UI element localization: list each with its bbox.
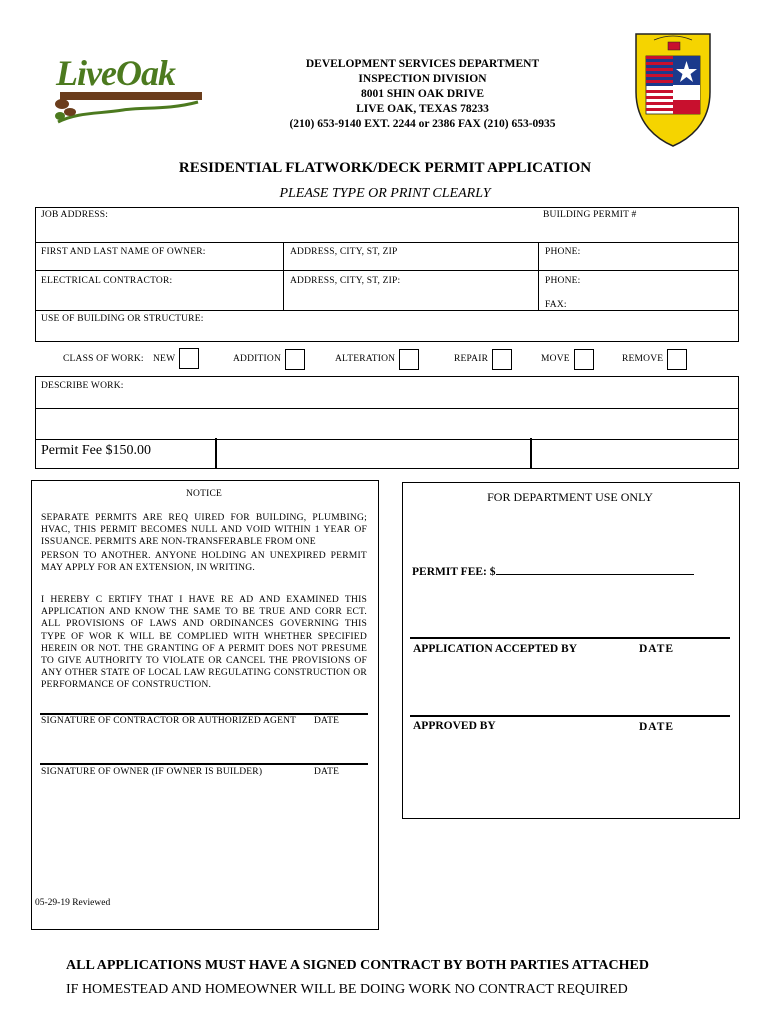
class-repair-checkbox[interactable]	[492, 349, 512, 370]
logo-wordmark: LiveOak	[56, 53, 175, 93]
permit-fee-label: Permit Fee $150.00	[41, 443, 152, 458]
electrical-phone-field[interactable]: PHONE:	[545, 276, 581, 286]
use-of-building-field[interactable]: USE OF BUILDING OR STRUCTURE:	[41, 314, 204, 324]
class-new-checkbox[interactable]	[179, 348, 199, 369]
header-department: DEVELOPMENT SERVICES DEPARTMENT	[305, 58, 540, 70]
approved-by-date[interactable]: DATE	[639, 721, 675, 733]
job-address-field[interactable]: JOB ADDRESS:	[41, 210, 109, 220]
notice-paragraph-2a: PERSON TO ANOTHER	[41, 550, 149, 561]
electrical-fax-field[interactable]: FAX:	[545, 300, 567, 310]
owner-name-field[interactable]: FIRST AND LAST NAME OF OWNER:	[41, 247, 206, 257]
contractor-signature-label[interactable]: SIGNATURE OF CONTRACTOR OR AUTHORIZED AGENT	[41, 716, 297, 726]
class-remove-checkbox[interactable]	[667, 349, 687, 370]
owner-signature-date[interactable]: DATE	[314, 767, 340, 777]
header-street: 8001 SHIN OAK DRIVE	[360, 88, 484, 100]
page-title: RESIDENTIAL FLATWORK/DECK PERMIT APPLICATION	[178, 160, 592, 176]
city-seal	[632, 30, 714, 148]
notice-paragraph-1: SEPARATE PERMITS ARE REQ UIRED FOR BUILDING, PLUMBING; HVAC, THIS PERMIT BECOMES NULL AND VOID WITHIN 1 YEAR OF ISSUANCE. PERMITS ARE NON-TRANSFERABLE FROM ONE	[41, 512, 367, 548]
owner-signature-label[interactable]: SIGNATURE OF OWNER (IF OWNER IS BUILDER)	[41, 767, 263, 777]
class-of-work-label: CLASS OF WORK:	[63, 354, 144, 364]
describe-work-field[interactable]: DESCRIBE WORK:	[41, 381, 124, 391]
class-move-label: MOVE	[541, 354, 570, 364]
class-addition-checkbox[interactable]	[285, 349, 305, 370]
department-use-title: FOR DEPARTMENT USE ONLY	[487, 490, 653, 504]
class-addition-label: ADDITION	[233, 354, 282, 364]
footer-contract-requirement: ALL APPLICATIONS MUST HAVE A SIGNED CONTRACT BY BOTH PARTIES ATTACHED	[66, 958, 649, 973]
dept-permit-fee-field[interactable]	[412, 566, 694, 578]
notice-paragraph-2	[41, 550, 367, 574]
notice-title: NOTICE	[185, 489, 223, 499]
notice-paragraph-2b: . ANYONE HOLDING AN UNEXPIRED PERMIT MAY APPLY FOR AN EXTENSION, IN WRITING.	[41, 550, 367, 574]
electrical-address-field[interactable]: ADDRESS, CITY, ST, ZIP:	[290, 276, 401, 286]
owner-phone-field[interactable]: PHONE:	[545, 247, 581, 257]
electrical-contractor-field[interactable]: ELECTRICAL CONTRACTOR:	[41, 276, 173, 286]
building-permit-field[interactable]: BUILDING PERMIT #	[543, 210, 637, 220]
header-city: LIVE OAK, TEXAS 78233	[356, 103, 489, 115]
footer-homestead-exception: IF HOMESTEAD AND HOMEOWNER WILL BE DOING WORK NO CONTRACT REQUIRED	[66, 982, 628, 997]
class-remove-label: REMOVE	[622, 354, 664, 364]
page-subtitle: PLEASE TYPE OR PRINT CLEARLY	[279, 186, 491, 201]
class-alteration-checkbox[interactable]	[399, 349, 419, 370]
owner-address-field[interactable]: ADDRESS, CITY, ST, ZIP	[290, 247, 398, 257]
accepted-by-date[interactable]: DATE	[639, 643, 675, 655]
header-phone: (210) 653-9140 EXT. 2244 or 2386 FAX (210) 653-0935	[289, 118, 556, 130]
class-new-label: NEW	[153, 354, 176, 364]
class-move-checkbox[interactable]	[574, 349, 594, 370]
contractor-signature-date[interactable]: DATE	[314, 716, 340, 726]
dept-permit-fee-label: PERMIT FEE: $	[412, 566, 496, 578]
live-oak-logo	[48, 52, 208, 127]
reviewed-date: 05-29-19 Reviewed	[35, 898, 111, 908]
approved-by-label[interactable]: APPROVED BY	[413, 720, 496, 732]
notice-paragraph-3: I HEREBY C ERTIFY THAT I HAVE RE AD AND EXAMINED THIS APPLICATION AND KNOW THE SAME TO BE TRUE AND CORR ECT. ALL PROVISIONS OF LAWS AND ORDINANCES GOVERNING THIS TYPE OF WOR K WILL BE COMPLIED WITH WHETHER SPECIFIED HEREIN OR NOT. THE GRANTING OF A PERMIT DOES NOT PRESUME TO GIVE AUTHORITY TO VIOLATE OR CANCEL THE PROVISIONS OF ANY OTHER STATE OF LOCAL LAW REGULATING CONSTRUCTION OR PERFORMANCE OF CONSTRUCTION.	[41, 594, 367, 691]
header-division: INSPECTION DIVISION	[358, 73, 487, 85]
class-repair-label: REPAIR	[454, 354, 489, 364]
accepted-by-label[interactable]: APPLICATION ACCEPTED BY	[413, 643, 577, 655]
class-alteration-label: ALTERATION	[335, 354, 396, 364]
